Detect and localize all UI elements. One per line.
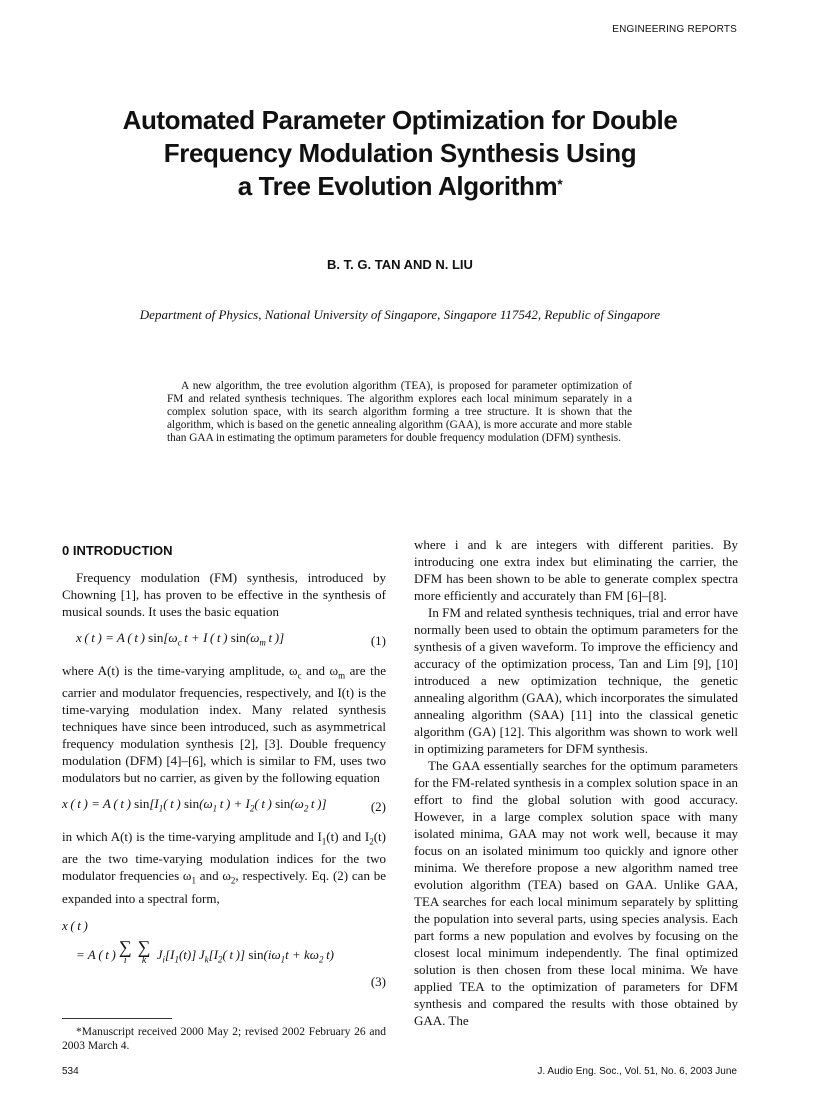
equation-3-number: (3) (370, 973, 386, 989)
intro-paragraph-2: where A(t) is the time-varying amplitude, $\omega_c$ and $\omega_m$ are the carrier and modulator frequencies, respectively, and I(t) is the time-varying modulation index. Many related synthesis techniques have since been introduced, such as asymmetrical frequency modulation synthesis [2], [3]. Double frequency modulation (DFM) [4]–[6], which is similar to FM, uses two modulators but no carrier, as given by the following equation (62, 662, 386, 786)
equation-1-body: x ( t ) = A ( t ) $\sin[\omega_c$ t + I ( t ) $\sin(\omega_m$ t )] (76, 630, 285, 648)
equation-3-lhs: x ( t ) (62, 917, 88, 933)
page-number: 534 (62, 1066, 79, 1077)
title-line-3 (0, 170, 800, 203)
equation-1-number: (1) (370, 632, 386, 648)
footnote: *Manuscript received 2000 May 2; revised 2002 February 26 and 2003 March 4. (62, 1026, 386, 1052)
equation-2-number: (2) (370, 798, 386, 814)
right-paragraph-2: In FM and related synthesis techniques, trial and error have normally been used to obtain the optimum parameters for the synthesis of a given waveform. To improve the efficiency and accuracy of the optimization process, Tan and Lim [9], [10] introduced a new optimization technique, the genetic annealing algorithm (GAA), which incorporates the simulated annealing algorithm (SAA) [11] into the classical genetic algorithm (GA) [12]. This algorithm was shown to work well in optimizing parameters for DFM synthesis. (414, 605, 738, 756)
equation-2-body: x ( t ) = A ( t ) $\sin[I_1$( t ) $\sin(\omega_1$ t ) + $I_2$( t ) $\sin(\omega_2$ t )] (62, 796, 327, 814)
authors: B. T. G. TAN AND N. LIU (327, 257, 473, 272)
right-paragraph-1: where i and k are integers with different parities. By introducing one extra index but eliminating the carrier, the DFM has been shown to be able to generate complex spectra more efficiently and accurately than FM [6]–[8]. (414, 537, 738, 603)
right-paragraph-3: The GAA essentially searches for the optimum parameters for the FM-related synthesis in a complex solution space in an effort to find the global solution with good accuracy. However, in a large complex solution space with many isolated minima, GAA may not work well, because it may focus on an isolated minimum too quickly and ignore other minima. We therefore propose a new algorithm named tree evolution algorithm (TEA) based on GAA. Unlike GAA, TEA searches for each local minimum separately by splitting the population into several parts, using species analysis. Each part forms a new population and evolves by focusing on the closest local minimum independently. The final optimized solution is then chosen from these local minima. We have applied TEA to the optimization of parameters for DFM synthesis and compared the results with those obtained by GAA. The (414, 758, 738, 1028)
footnote-rule (62, 1018, 172, 1019)
right-column (414, 536, 738, 1029)
sum-i: ∑ i (118, 936, 132, 966)
section-heading: 0 INTRODUCTION (62, 543, 173, 558)
title-line-3-text: a Tree Evolution Algorithm (237, 171, 558, 201)
abstract: A new algorithm, the tree evolution algorithm (TEA), is proposed for parameter optimization of FM and related synthesis techniques. The algorithm explores each local minimum separately in a complex solution space, with its search algorithm forming a tree structure. It is shown that the algorithm, which is based on the genetic annealing algorithm (GAA), is more accurate and more stable than GAA in estimating the optimum parameters for double frequency modulation (DFM) synthesis. (167, 380, 632, 445)
equation-2 (62, 795, 386, 818)
title-footnote-mark: * (557, 176, 563, 192)
equation-1 (62, 629, 386, 652)
left-column (62, 536, 386, 990)
equation-3-rhs: = A ( t ) ∑ i ∑ k $J_i[I_1(t)]$ $J_k[I_2$( t )] $\sin(i\omega_1t + k\omega_2$ t) (76, 936, 335, 966)
journal-citation: J. Audio Eng. Soc., Vol. 51, No. 6, 2003 June (537, 1066, 737, 1077)
title-line-1: Automated Parameter Optimization for Double (122, 105, 678, 135)
affiliation: Department of Physics, National University of Singapore, Singapore 117542, Republic of Singapore (139, 307, 661, 322)
paper-title (0, 104, 800, 203)
intro-paragraph-3: in which A(t) is the time-varying amplitude and $I_1(t)$ and $I_2(t)$ are the two time-varying modulation indices for the two modulator frequencies $\omega_1$ and $\omega_2$, respectively. Eq. (2) can be expanded into a spectral form, (62, 828, 387, 906)
title-line-2: Frequency Modulation Synthesis Using (163, 138, 637, 168)
sum-k: ∑ k (137, 936, 151, 966)
running-head: ENGINEERING REPORTS (612, 24, 737, 35)
intro-paragraph-1: Frequency modulation (FM) synthesis, introduced by Chowning [1], has proven to be effective in the synthesis of musical sounds. It uses the basic equation (62, 570, 386, 619)
